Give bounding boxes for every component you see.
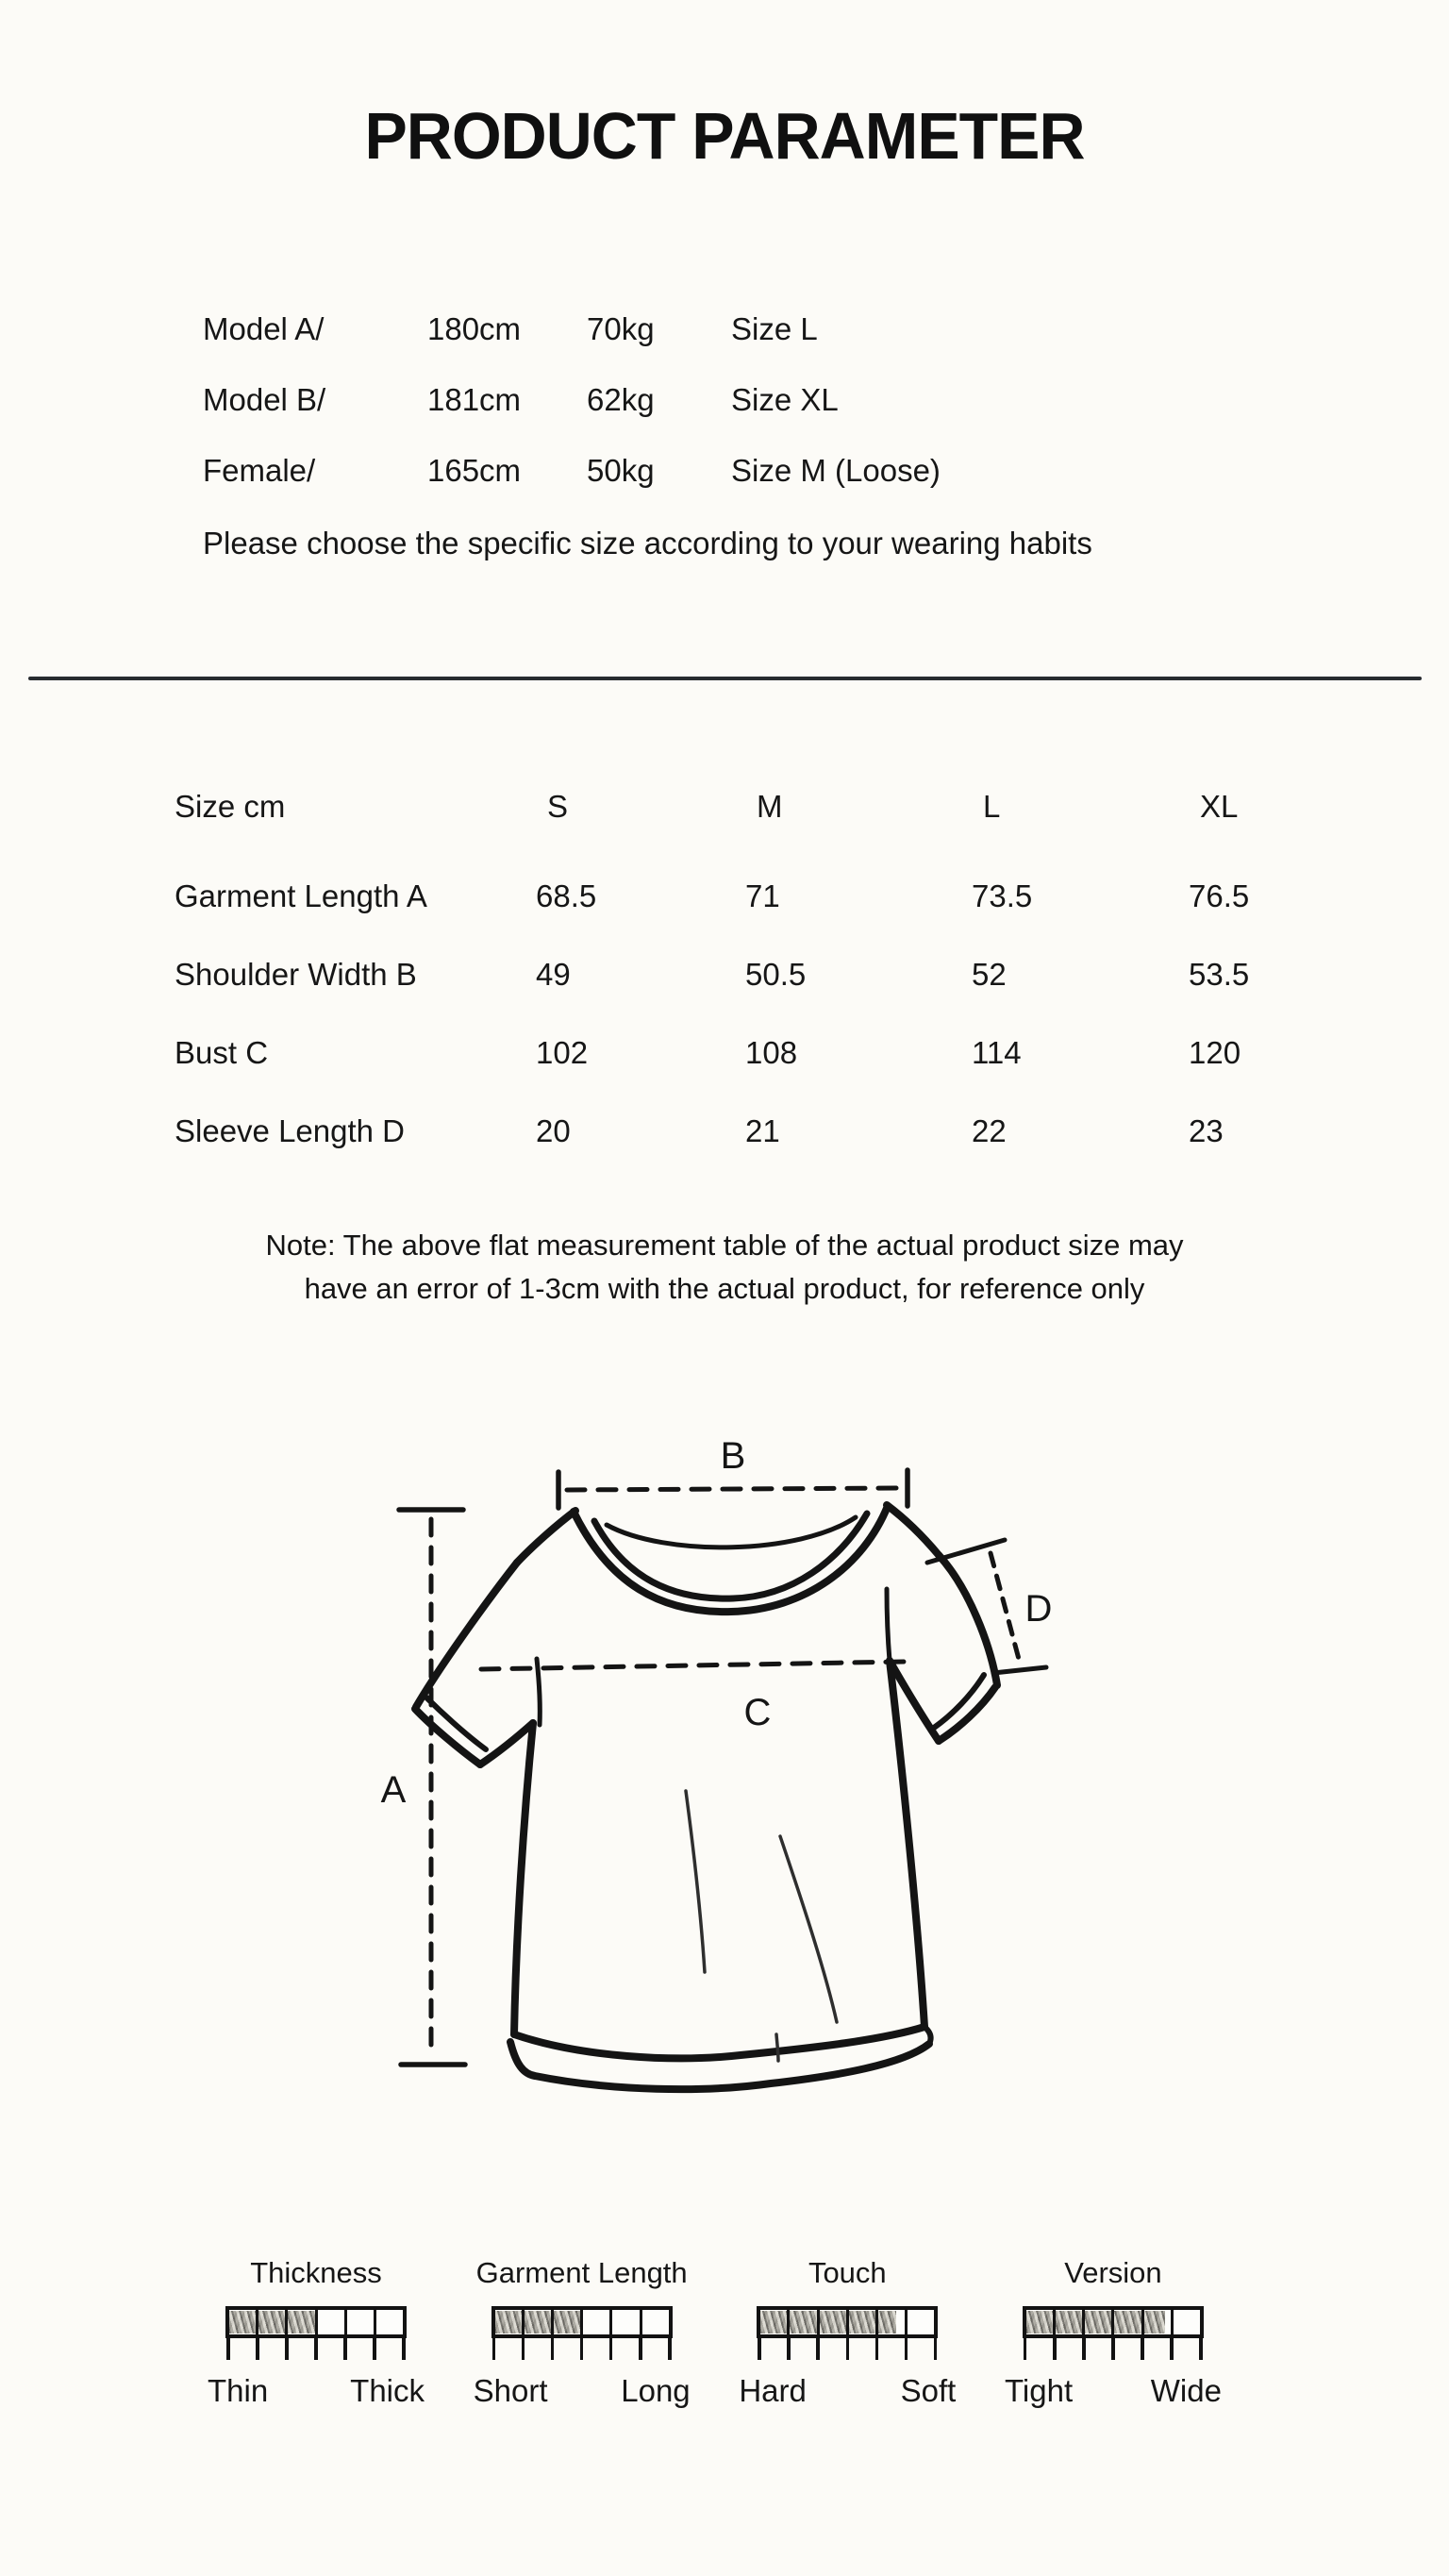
label-c: C bbox=[743, 1692, 772, 1733]
value-l: 52 bbox=[972, 956, 1007, 992]
header-s: S bbox=[547, 789, 569, 824]
scale-left-label: Short bbox=[473, 2373, 548, 2408]
value-xl: 53.5 bbox=[1189, 956, 1250, 992]
model-size: Size M (Loose) bbox=[731, 453, 941, 488]
scale-ticks bbox=[757, 2337, 938, 2360]
header-m: M bbox=[757, 789, 783, 824]
wrinkle-lines bbox=[686, 1791, 837, 2061]
value-l: 114 bbox=[972, 1034, 1022, 1070]
model-label: Model A/ bbox=[203, 311, 325, 346]
scale-ticks bbox=[225, 2337, 407, 2360]
value-m: 50.5 bbox=[745, 956, 807, 992]
measure-label: Bust C bbox=[175, 1034, 269, 1070]
tshirt-measurement-diagram bbox=[373, 1413, 1090, 2145]
model-weight: 62kg bbox=[587, 382, 655, 417]
value-xl: 23 bbox=[1189, 1112, 1224, 1148]
header-l: L bbox=[983, 789, 1001, 824]
scale-right-label: Wide bbox=[1150, 2373, 1222, 2408]
size-table-body bbox=[175, 857, 1363, 1170]
value-m: 108 bbox=[745, 1034, 798, 1070]
model-weight: 50kg bbox=[587, 453, 655, 488]
scale-ruler bbox=[225, 2306, 407, 2360]
attribute-scale bbox=[729, 2257, 965, 2409]
size-table-row bbox=[175, 857, 1363, 935]
scale-title: Thickness bbox=[250, 2256, 382, 2289]
value-l: 22 bbox=[972, 1112, 1007, 1148]
attribute-scale bbox=[995, 2257, 1231, 2409]
scale-bar bbox=[1023, 2306, 1204, 2338]
scale-ticks bbox=[491, 2337, 673, 2360]
header-xl: XL bbox=[1200, 789, 1239, 824]
value-l: 73.5 bbox=[972, 878, 1033, 913]
attribute-scale bbox=[198, 2257, 434, 2409]
diagram-labels bbox=[381, 1435, 1053, 1811]
value-m: 21 bbox=[745, 1112, 780, 1148]
measurement-note bbox=[0, 1224, 1449, 1311]
model-size: Size XL bbox=[731, 382, 839, 417]
scale-bar bbox=[491, 2306, 673, 2338]
measure-line-a bbox=[399, 1510, 465, 2065]
value-s: 49 bbox=[536, 956, 571, 992]
model-height: 165cm bbox=[427, 453, 522, 488]
scale-cells bbox=[1026, 2310, 1200, 2334]
measure-label: Sleeve Length D bbox=[175, 1112, 406, 1148]
value-xl: 120 bbox=[1189, 1034, 1241, 1070]
model-info bbox=[203, 311, 1316, 561]
note-line-1: Note: The above flat measurement table of the actual product size may bbox=[265, 1229, 1184, 1262]
model-row bbox=[203, 311, 1316, 382]
scale-cells bbox=[229, 2310, 403, 2334]
scale-right-label: Long bbox=[621, 2373, 691, 2408]
scale-endpoint-labels bbox=[739, 2373, 956, 2409]
scale-title: Version bbox=[1064, 2256, 1162, 2289]
scale-right-label: Thick bbox=[350, 2373, 425, 2408]
value-s: 68.5 bbox=[536, 878, 597, 913]
model-rows bbox=[203, 311, 1316, 524]
model-label: Female/ bbox=[203, 453, 316, 488]
scale-title: Touch bbox=[808, 2256, 887, 2289]
measure-label: Garment Length A bbox=[175, 878, 427, 913]
scale-left-label: Hard bbox=[739, 2373, 807, 2408]
value-s: 102 bbox=[536, 1034, 589, 1070]
scale-endpoint-labels bbox=[1005, 2373, 1222, 2409]
page-title: PRODUCT PARAMETER bbox=[364, 99, 1085, 173]
attribute-scale bbox=[464, 2257, 700, 2409]
model-height: 181cm bbox=[427, 382, 522, 417]
tshirt-outline bbox=[415, 1505, 997, 2089]
scale-ticks bbox=[1023, 2337, 1204, 2360]
model-size: Size L bbox=[731, 311, 818, 346]
attribute-scales bbox=[198, 2257, 1231, 2409]
scale-left-label: Thin bbox=[208, 2373, 269, 2408]
measure-line-c bbox=[481, 1662, 904, 1669]
scale-ruler bbox=[491, 2306, 673, 2360]
value-xl: 76.5 bbox=[1189, 878, 1250, 913]
scale-right-label: Soft bbox=[900, 2373, 957, 2408]
measure-label: Shoulder Width B bbox=[175, 956, 417, 992]
model-label: Model B/ bbox=[203, 382, 326, 417]
scale-cells bbox=[760, 2310, 934, 2334]
size-advice-text: Please choose the specific size according to your wearing habits bbox=[203, 526, 1092, 560]
label-d: D bbox=[1024, 1588, 1053, 1630]
note-line-2: have an error of 1-3cm with the actual product, for reference only bbox=[304, 1272, 1145, 1305]
model-weight: 70kg bbox=[587, 311, 655, 346]
header-size-cm: Size cm bbox=[175, 789, 286, 824]
section-divider bbox=[28, 677, 1422, 680]
model-row bbox=[203, 453, 1316, 524]
size-table-row bbox=[175, 1092, 1363, 1170]
scale-title: Garment Length bbox=[475, 2256, 688, 2289]
label-a: A bbox=[380, 1769, 407, 1811]
scale-bar bbox=[757, 2306, 938, 2338]
model-row bbox=[203, 382, 1316, 453]
scale-ruler bbox=[757, 2306, 938, 2360]
model-height: 180cm bbox=[427, 311, 522, 346]
scale-left-label: Tight bbox=[1004, 2373, 1074, 2408]
value-m: 71 bbox=[745, 878, 780, 913]
scale-ruler bbox=[1023, 2306, 1204, 2360]
scale-endpoint-labels bbox=[474, 2373, 691, 2409]
size-table-header bbox=[175, 783, 1363, 830]
scale-endpoint-labels bbox=[208, 2373, 425, 2409]
size-table-row bbox=[175, 935, 1363, 1013]
label-b: B bbox=[720, 1435, 746, 1477]
size-table bbox=[175, 783, 1363, 1170]
scale-bar bbox=[225, 2306, 407, 2338]
value-s: 20 bbox=[536, 1112, 571, 1148]
size-table-row bbox=[175, 1013, 1363, 1092]
scale-cells bbox=[495, 2310, 669, 2334]
